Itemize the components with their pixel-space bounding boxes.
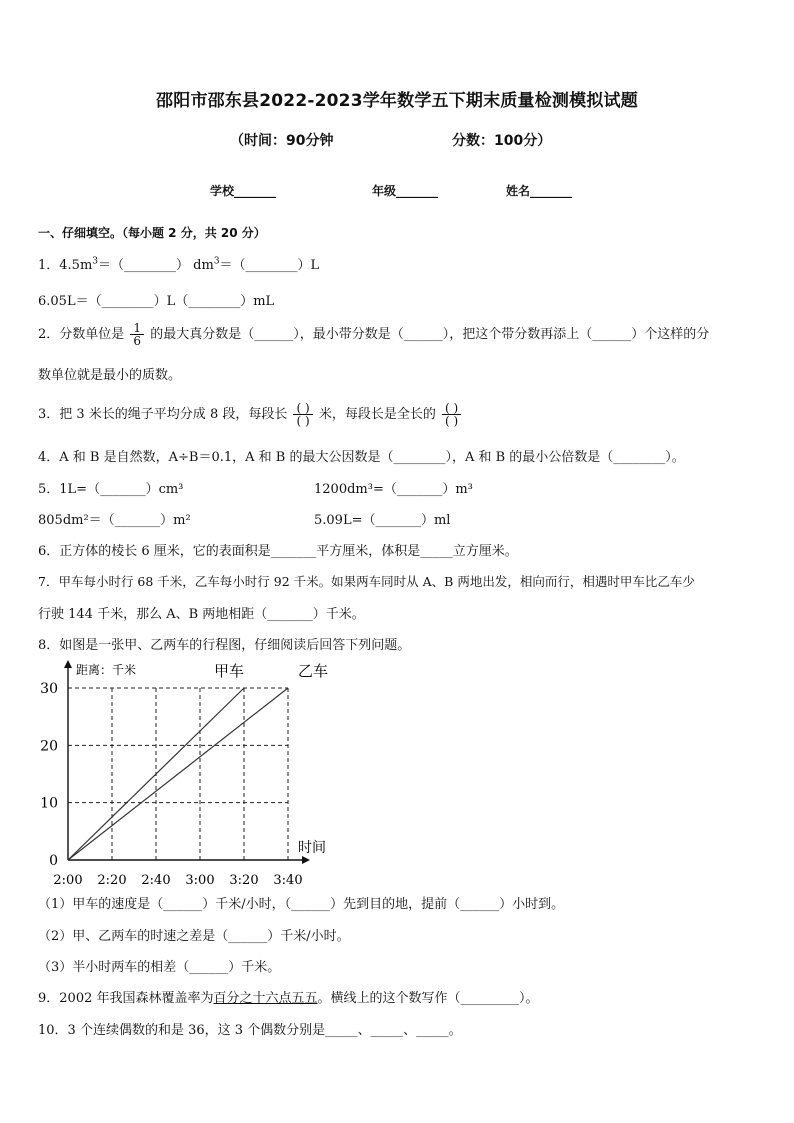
series-line: [68, 688, 288, 860]
y-tick-label: 30: [40, 681, 58, 697]
q1-part: ＝（________）L: [219, 258, 320, 273]
q3-part: 3．把 3 米长的绳子平均分成 8 段，每段长: [38, 407, 288, 422]
y-axis-arrow: [64, 660, 72, 668]
q2-part: 的最大真分数是（______），最小带分数是（______），把这个带分数再添上（______）个这样的分: [150, 327, 710, 342]
fraction-numerator: ( ): [293, 402, 312, 415]
grade-field: 年级_______: [372, 184, 439, 198]
question-7-line1: 7．甲车每小时行 68 千米，乙车每小时行 92 千米。如果两车同时从 A、B 两地出发，相向而行，相遇时甲车比乙车少: [38, 574, 695, 589]
x-axis-arrow: [302, 856, 310, 864]
x-tick-label: 3:00: [185, 873, 215, 888]
question-8: 8．如图是一张甲、乙两车的行程图，仔细阅读后回答下列问题。: [38, 638, 411, 653]
series-line: [68, 688, 244, 860]
fraction: [442, 402, 461, 427]
question-2: [38, 322, 709, 347]
exam-score: 分数：100分）: [452, 133, 552, 149]
question-9: [38, 987, 539, 1006]
series-label: 乙车: [298, 662, 329, 680]
question-5c: 805dm²＝（_______）m²: [38, 513, 191, 528]
question-6: 6．正方体的棱长 6 厘米，它的表面积是_______平方厘米，体积是_____立方厘米。: [38, 544, 518, 559]
x-axis-label: 时间: [298, 840, 326, 856]
q9-part: 。横线上的这个数写作（_________）。: [317, 991, 539, 1006]
y-tick-label: 0: [49, 853, 58, 869]
x-tick-label: 2:40: [141, 873, 171, 888]
fraction-denominator: 6: [133, 334, 142, 348]
underlined-number-words: 百分之十六点五五: [213, 991, 318, 1006]
school-field: 学校_______: [210, 184, 277, 198]
question-5d: 5.09L=（_______）ml: [314, 513, 451, 528]
question-5a: 5．1L=（_______）cm³: [38, 482, 184, 497]
q2-part: 2．分数单位是: [38, 327, 125, 342]
y-tick-label: 10: [40, 795, 58, 812]
question-4: 4．A 和 B 是自然数，A÷B＝0.1，A 和 B 的最大公因数是（________），A 和 B 的最小公倍数是（________）。: [38, 450, 685, 465]
q1-part: ＝（________） dm: [98, 258, 214, 273]
section-heading: 一、仔细填空。（每小题 2 分，共 20 分）: [38, 226, 266, 240]
q1-sup: 3: [92, 256, 99, 267]
fraction-denominator: ( ): [296, 414, 310, 428]
exam-time: （时间：90分钟: [230, 133, 334, 149]
fraction: [293, 402, 312, 427]
page-title: 邵阳市邵东县2022-2023学年数学五下期末质量检测模拟试题: [156, 91, 638, 111]
q1-part: 1．4.5m: [38, 258, 93, 273]
question-5b: 1200dm³=（_______）m³: [314, 482, 473, 497]
q9-part: 9．2002 年我国森林覆盖率为: [38, 991, 214, 1006]
series-label: 甲车: [214, 662, 245, 680]
question-1a: [38, 254, 319, 273]
x-tick-label: 3:20: [229, 873, 259, 888]
question-2-line2: 数单位就是最小的质数。: [38, 368, 182, 383]
question-10: 10．3 个连续偶数的和是 36，这 3 个偶数分别是_____、_____、_____。: [38, 1023, 462, 1038]
x-tick-label: 2:00: [53, 873, 83, 888]
question-8-3: （3）半小时两车的相差（______）千米。: [38, 960, 281, 975]
question-8-2: （2）甲、乙两车的时速之差是（______）千米/小时。: [38, 929, 350, 944]
name-field: 姓名_______: [506, 184, 573, 198]
fraction-numerator: ( ): [442, 402, 461, 415]
y-axis-label: 距离：千米: [76, 663, 137, 677]
q1-sup: 3: [213, 256, 220, 267]
q3-part: 米，每段长是全长的: [318, 407, 436, 422]
question-3: [38, 402, 463, 427]
fraction: [130, 322, 144, 347]
question-7-line2: 行驶 144 千米，那么 A、B 两地相距（_______）千米。: [38, 607, 365, 622]
x-tick-label: 3:40: [273, 873, 303, 888]
travel-chart: [30, 656, 330, 888]
y-tick-label: 20: [40, 738, 58, 755]
question-8-1: （1）甲车的速度是（______）千米/小时，（______）先到目的地，提前（______）小时到。: [38, 897, 565, 912]
x-tick-label: 2:20: [97, 873, 127, 888]
fraction-denominator: ( ): [444, 414, 459, 428]
question-1b: 6.05L＝（________）L（________）mL: [38, 294, 275, 309]
fraction-numerator: 1: [130, 322, 144, 335]
